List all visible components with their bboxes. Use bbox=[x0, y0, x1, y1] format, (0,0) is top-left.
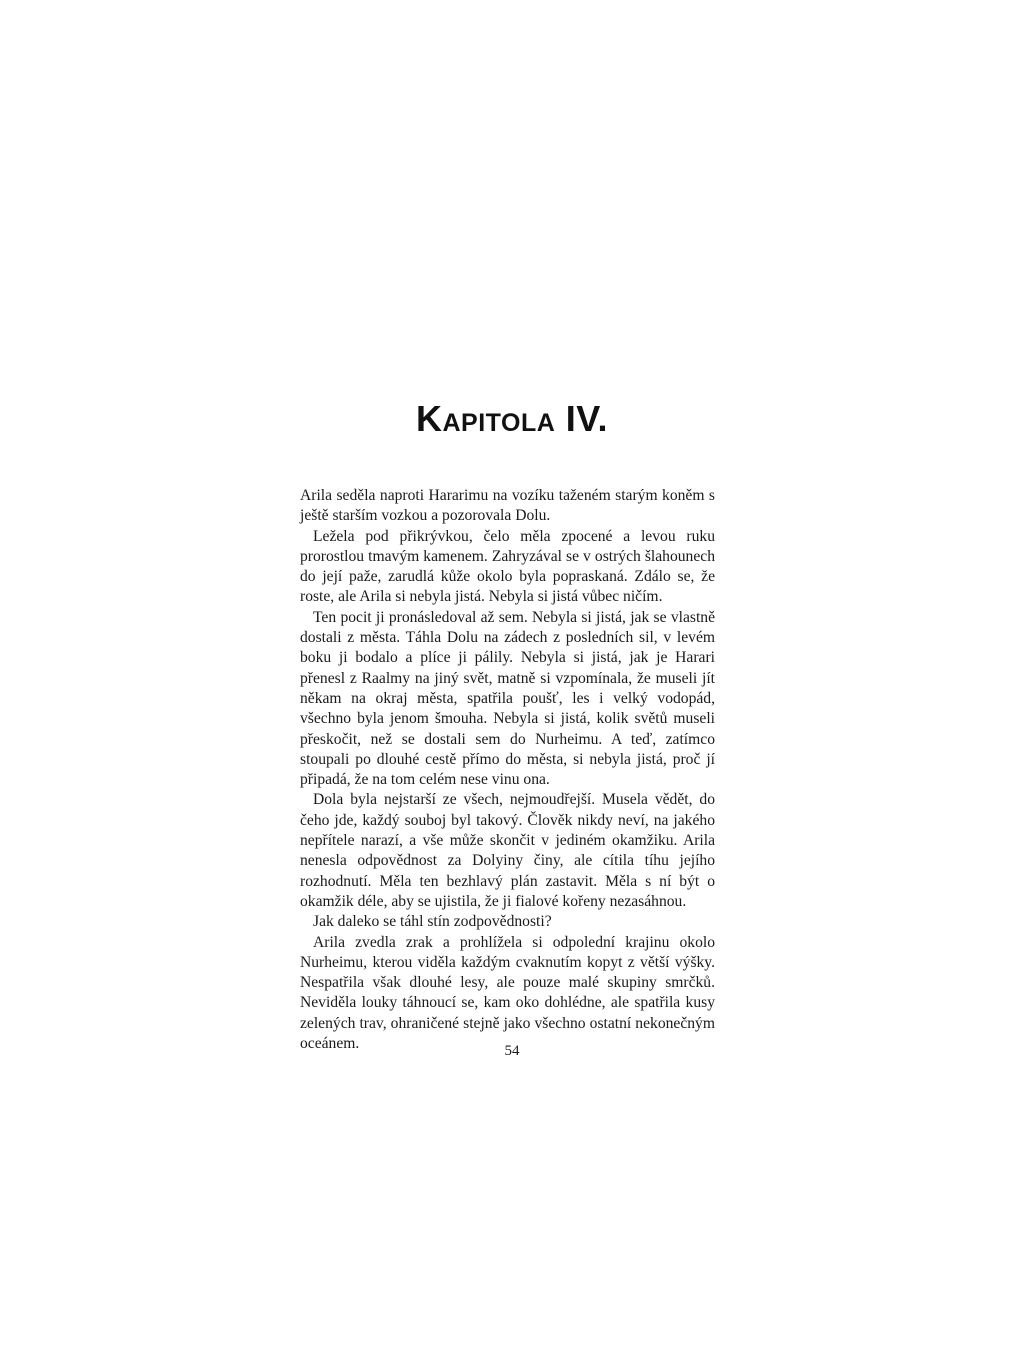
paragraph: Ležela pod přikrývkou, čelo měla zpocené a levou ruku prorostlou tmavým kamenem. Zahryzával se v ostrých šlahounech do její paže, zarudlá kůže okolo byla popraskaná. Zdálo se, že roste, ale Arila si nebyla jistá. Nebyla si jistá vůbec ničím. bbox=[300, 527, 715, 606]
chapter-title: Kapitola IV. bbox=[416, 398, 608, 439]
paragraph: Arila zvedla zrak a prohlížela si odpolední krajinu okolo Nurheimu, kterou viděla každým cvaknutím kopyt z větší výšky. Nespatřila však dlouhé lesy, ale pouze malé skupiny smrčků. Neviděla louky táhnoucí se, kam oko dohlédne, ale spatřila kusy zelených trav, ohraničené stejně jako všechno ostatní nekonečným oceánem. bbox=[300, 933, 715, 1053]
paragraph: Ten pocit ji pronásledoval až sem. Nebyla si jistá, jak se vlastně dostali z města. Táhla Dolu na zádech z posledních sil, v levém boku ji bodalo a plíce ji pálily. Nebyla si jistá, jak je Harari přenesl z Raalmy na jiný svět, matně si vzpomínala, že museli jít někam na okraj města, spatřila poušť, les i velký vodopád, všechno byla jenom šmouha. Nebyla si jistá, kolik světů museli přeskočit, než se dostali sem do Nurheimu. A teď, zatímco stoupali po dlouhé cestě přímo do města, si nebyla jistá, proč jí připadá, že na tom celém nese vinu ona. bbox=[300, 608, 715, 789]
page-number: 54 bbox=[504, 1043, 520, 1059]
paragraph: Arila seděla naproti Hararimu na vozíku taženém starým koněm s ještě starším vozkou a pozorovala Dolu. bbox=[300, 487, 715, 525]
paragraph: Jak daleko se táhl stín zodpovědnosti? bbox=[313, 913, 552, 931]
chapter-body bbox=[300, 486, 715, 1054]
paragraph: Dola byla nejstarší ze všech, nejmoudřejší. Musela vědět, do čeho jde, každý souboj byl takový. Člověk nikdy neví, na jakého nepřítele narazí, a vše může skončit v jediném okamžiku. Arila nenesla odpovědnost za Dolyiny činy, ale cítila tíhu jejího rozhodnutí. Měla ten bezhlavý plán zastavit. Měla s ní být o okamžik déle, aby se ujistila, že ji fialové kořeny nezasáhnou. bbox=[300, 791, 715, 910]
